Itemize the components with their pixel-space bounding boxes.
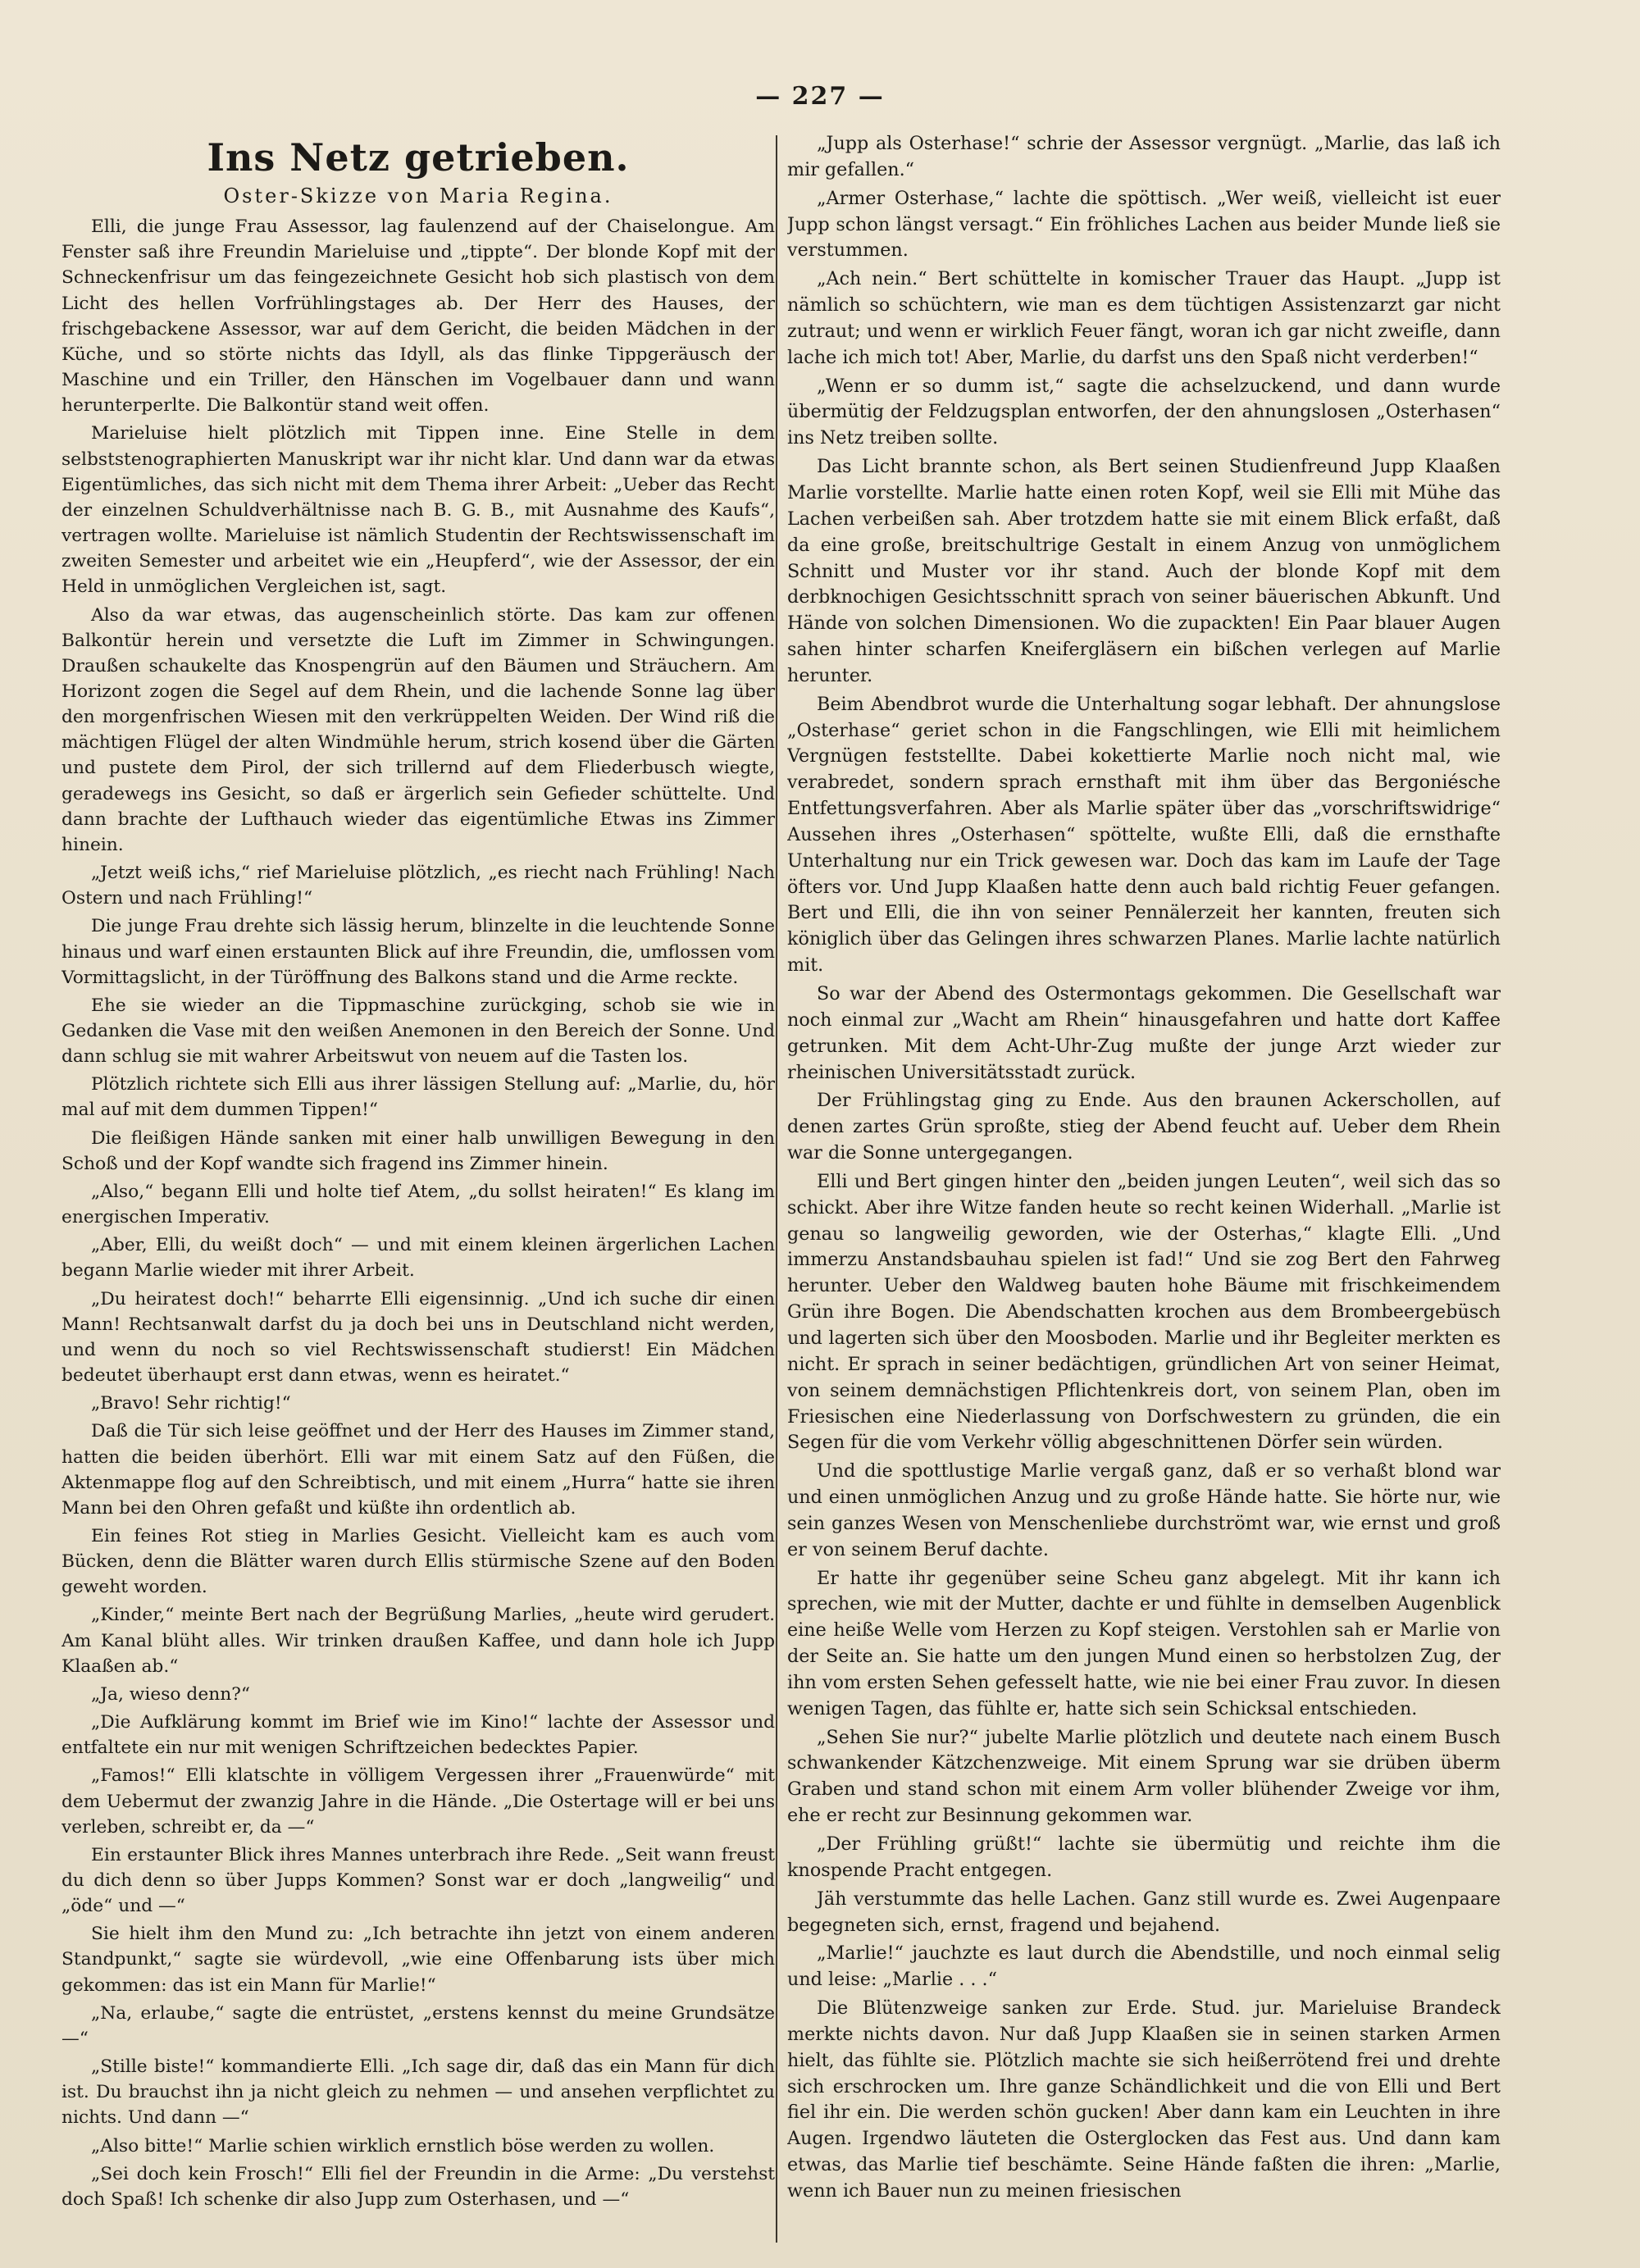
article-paragraph: Elli und Bert gingen hinter den „beiden jungen Leuten“, weil sich das so schickt. Aber ihre Witze fanden heute so recht keinen Widerhall. „Marlie ist genau so langweilig geworden, wie der Osterhas,“ klagte Elli. „Und immerzu Anstandsbauhau spielen ist fad!“ Und sie zog Bert den Fahrweg herunter. Ueber den Waldweg bauten hohe Bäume mit frischkeimendem Grün ihre Bogen. Die Abendschatten krochen aus dem Brombeergebüsch und lagerten sich über den Moosboden. Marlie und ihr Begleiter merkten es nicht. Er sprach in seiner bedächtigen, gründlichen Art von seiner Heimat, von seinem demnächstigen Pflichtenkreis dort, von seinem Plan, oben im Friesischen eine Niederlassung von Dorfschwestern zu gründen, die ein Segen für die vom Verkehr völlig abgeschnittenen Dörfer sein würden.: [787, 1170, 1501, 1454]
article-title: Ins Netz getrieben.: [207, 135, 630, 180]
article-paragraph: Die fleißigen Hände sanken mit einer halb unwilligen Bewegung in den Schoß und der Kopf wandte sich fragend ins Zimmer hinein.: [61, 1127, 775, 1174]
article-byline: Oster-Skizze von Maria Regina.: [223, 184, 613, 207]
article-paragraph: „Sehen Sie nur?“ jubelte Marlie plötzlich und deutete nach einem Busch schwankender Kätzchenzweige. Mit einem Sprung war sie drüben überm Graben und stand schon mit einem Arm voller blühender Zweige vor ihm, ehe er recht zur Besinnung gekommen war.: [787, 1726, 1501, 1827]
column-divider: [776, 135, 777, 2243]
article-paragraph: Der Frühlingstag ging zu Ende. Aus den braunen Ackerschollen, auf denen zartes Grün sproßte, stieg der Abend feucht auf. Ueber dem Rhein war die Sonne untergegangen.: [787, 1090, 1501, 1164]
article-paragraph: „Ach nein.“ Bert schüttelte in komischer Trauer das Haupt. „Jupp ist nämlich so schüchtern, wie man es dem tüchtigen Assistenzarzt gar nicht zutraut; und wenn er wirklich Feuer fängt, woran ich gar nicht zweifle, dann lache ich mich tot! Aber, Marlie, du darfst uns den Spaß nicht verderben!“: [787, 268, 1501, 368]
article-paragraph: Also da war etwas, das augenscheinlich störte. Das kam zur offenen Balkontür herein und versetzte die Luft im Zimmer in Schwingungen. Draußen schaukelte das Knospengrün auf den Bäumen und Sträuchern. Am Horizont zogen die Segel auf dem Rhein, und die lachende Sonne lag über den morgenfrischen Wiesen mit den verkrüppelten Weiden. Der Wind riß die mächtigen Flügel der alten Windmühle herum, strich kosend über die Gärten und pustete dem Pirol, der sich trillernd auf dem Fliederbusch wiegte, geradewegs ins Gesicht, so daß er ärgerlich sein Gefieder schüttelte. Und dann brachte der Lufthauch wieder das eigentümliche Etwas ins Zimmer hinein.: [61, 604, 775, 855]
article-paragraph: „Also bitte!“ Marlie schien wirklich ernstlich böse werden zu wollen.: [91, 2135, 715, 2156]
left-paragraphs: [61, 214, 775, 2212]
article-paragraph: Die Blütenzweige sanken zur Erde. Stud. jur. Marieluise Brandeck merkte nichts davon. Nur daß Jupp Klaaßen sie in seinen starken Armen hielt, das fühlte sie. Plötzlich machte sie sich heißerrötend frei und drehte sich erschrocken um. Ihre ganze Schändlichkeit und die von Elli und Bert fiel ihr ein. Die werden schön gucken! Aber dann kam ein Leuchten in ihre Augen. Irgendwo läuteten die Osterglocken das Fest aus. Und dann kam etwas, das Marlie tief beschämte. Seine Hände faßten die ihren: „Marlie, wenn ich Bauer nun zu meinen friesischen: [787, 1997, 1501, 2202]
right-paragraphs: [787, 131, 1501, 2205]
article-paragraph: „Bravo! Sehr richtig!“: [91, 1393, 291, 1414]
left-column: [61, 131, 775, 2255]
article-paragraph: Plötzlich richtete sich Elli aus ihrer lässigen Stellung auf: „Marlie, du, hör mal auf mit dem dummen Tippen!“: [61, 1074, 775, 1121]
article-paragraph: Beim Abendbrot wurde die Unterhaltung sogar lebhaft. Der ahnungslose „Osterhase“ geriet schon in die Fangschlingen, wie Elli mit heimlichem Vergnügen feststellte. Dabei kokettierte Marlie noch nicht mal, wie verabredet, sondern sprach ernsthaft mit ihm über das Bergoniésche Entfettungsverfahren. Aber als Marlie später über das „vorschriftswidrige“ Aussehen ihres „Osterhasen“ spöttelte, wußte Elli, daß die ernsthafte Unterhaltung nur ein Trick gewesen war. Doch das kam im Laufe der Tage öfters vor. Und Jupp Klaaßen hatte denn auch bald richtig Feuer gefangen. Bert und Elli, die ihn von seiner Pennälerzeit her kannten, freuten sich königlich über das Gelingen ihres schwarzen Planes. Marlie lachte natürlich mit.: [787, 693, 1501, 977]
article-paragraph: Er hatte ihr gegenüber seine Scheu ganz abgelegt. Mit ihr kann ich sprechen, wie mit der Mutter, dachte er und fühlte in demselben Augenblick eine heiße Welle vom Herzen zu Kopf steigen. Verstohlen sah er Marlie von der Seite an. Sie hatte um den jungen Mund einen so herbstolzen Zug, der ihn vom ersten Sehen gefesselt hatte, wie nie bei einer Frau zuvor. In diesen wenigen Tagen, das fühlte er, hatte sich sein Schicksal entschieden.: [787, 1567, 1501, 1719]
article-paragraph: Das Licht brannte schon, als Bert seinen Studienfreund Jupp Klaaßen Marlie vorstellte. Marlie hatte einen roten Kopf, weil sie Elli mit Mühe das Lachen verbeißen sah. Aber trotzdem hatte sie mit einem Blick erfaßt, daß da eine große, breitschultrige Gestalt in einem Anzug von unmöglichem Schnitt und Muster vor ihr stand. Auch der blonde Kopf mit dem derbknochigen Gesichtsschnitt sprach von seiner bäuerischen Abkunft. Und Hände von solchen Dimensionen. Wo die zupackten! Ein Paar blauer Augen sahen hinter scharfen Kneifergläsern ein bißchen verlegen auf Marlie herunter.: [787, 456, 1501, 686]
article-paragraph: „Wenn er so dumm ist,“ sagte die achselzuckend, und dann wurde übermütig der Feldzugsplan entworfen, der den ahnungslosen „Osterhasen“ ins Netz treiben sollte.: [787, 375, 1501, 449]
article-paragraph: So war der Abend des Ostermontags gekommen. Die Gesellschaft war noch einmal zur „Wacht am Rhein“ hinausgefahren und hatte dort Kaffee getrunken. Mit dem Acht-Uhr-Zug mußte der junge Arzt wieder zur rheinischen Universitätsstadt zurück.: [787, 983, 1501, 1083]
article-paragraph: „Stille biste!“ kommandierte Elli. „Ich sage dir, daß das ein Mann für dich ist. Du brauchst ihn ja nicht gleich zu nehmen — und ansehen verpflichtet zu nichts. Und dann —“: [61, 2056, 775, 2129]
article-paragraph: Die junge Frau drehte sich lässig herum, blinzelte in die leuchtende Sonne hinaus und warf einen erstaunten Blick auf ihre Freundin, die, umflossen vom Vormittagslicht, in der Türöffnung des Balkons stand und die Arme reckte.: [61, 916, 775, 988]
article-paragraph: Ein erstaunter Blick ihres Mannes unterbrach ihre Rede. „Seit wann freust du dich denn so über Jupps Kommen? Sonst war er doch „langweilig“ und „öde“ und —“: [61, 1844, 775, 1917]
article-paragraph: „Ja, wieso denn?“: [91, 1683, 250, 1705]
article-paragraph: „Kinder,“ meinte Bert nach der Begrüßung Marlies, „heute wird gerudert. Am Kanal blüht alles. Wir trinken draußen Kaffee, und dann hole ich Jupp Klaaßen ab.“: [61, 1605, 775, 1677]
article-paragraph: „Sei doch kein Frosch!“ Elli fiel der Freundin in die Arme: „Du verstehst doch Spaß! Ich schenke dir also Jupp zum Osterhasen, und —“: [61, 2163, 775, 2210]
right-column: [787, 131, 1501, 2255]
article-paragraph: „Na, erlaube,“ sagte die entrüstet, „erstens kennst du meine Grundsätze —“: [61, 2002, 775, 2049]
article-paragraph: „Famos!“ Elli klatschte in völligem Vergessen ihrer „Frauenwürde“ mit dem Uebermut der zwanzig Jahre in die Hände. „Die Ostertage will er bei uns verleben, schreibt er, da —“: [61, 1765, 775, 1838]
article-paragraph: Sie hielt ihm den Mund zu: „Ich betrachte ihn jetzt von einem anderen Standpunkt,“ sagte sie würdevoll, „wie eine Offenbarung ists über mich gekommen: das ist ein Mann für Marlie!“: [61, 1924, 775, 1996]
article-paragraph: Jäh verstummte das helle Lachen. Ganz still wurde es. Zwei Augenpaare begegneten sich, ernst, fragend und bejahend.: [787, 1888, 1501, 1936]
article-paragraph: Elli, die junge Frau Assessor, lag faulenzend auf der Chaiselongue. Am Fenster saß ihre Freundin Marieluise und „tippte“. Der blonde Kopf mit der Schneckenfrisur um das feingezeichnete Gesicht hob sich plastisch von dem Licht des hellen Vorfrühlingstages ab. Der Herr des Hauses, der frischgebackene Assessor, war auf dem Gericht, die beiden Mädchen in der Küche, und so störte nichts das Idyll, als das flinke Tippgeräusch der Maschine und ein Triller, den Hänschen im Vogelbauer dann und wann herunterperlte. Die Balkontür stand weit offen.: [61, 216, 775, 417]
article-paragraph: „Der Frühling grüßt!“ lachte sie übermütig und reichte ihm die knospende Pracht entgegen.: [787, 1833, 1501, 1881]
article-paragraph: „Jetzt weiß ichs,“ rief Marieluise plötzlich, „es riecht nach Frühling! Nach Ostern und nach Frühling!“: [61, 863, 775, 909]
article-paragraph: Ehe sie wieder an die Tippmaschine zurückging, schob sie wie in Gedanken die Vase mit den weißen Anemonen in den Bereich der Sonne. Und dann schlug sie mit wahrer Arbeitswut von neuem auf die Tasten los.: [61, 995, 775, 1068]
article-paragraph: „Aber, Elli, du weißt doch“ — und mit einem kleinen ärgerlichen Lachen begann Marlie wieder mit ihrer Arbeit.: [61, 1235, 775, 1282]
article-paragraph: „Die Aufklärung kommt im Brief wie im Kino!“ lachte der Assessor und entfaltete ein nur mit wenigen Schriftzeichen bedecktes Papier.: [61, 1712, 775, 1759]
article-paragraph: „Du heiratest doch!“ beharrte Elli eigensinnig. „Und ich suche dir einen Mann! Rechtsanwalt darfst du ja doch bei uns in Deutschland nicht werden, und wenn du noch so viel Rechtswissenschaft studierst! Ein Mädchen bedeutet überhaupt erst dann etwas, wenn es heiratet.“: [61, 1288, 775, 1387]
article-paragraph: „Jupp als Osterhase!“ schrie der Assessor vergnügt. „Marlie, das laß ich mir gefallen.“: [787, 133, 1501, 180]
article-paragraph: Und die spottlustige Marlie vergaß ganz, daß er so verhaßt blond war und einen unmöglichen Anzug und zu große Hände hatte. Sie hörte nur, wie sein ganzes Wesen von Menschenliebe durchströmt war, wie ernst und groß er von seinem Beruf dachte.: [787, 1460, 1501, 1560]
article-paragraph: Daß die Tür sich leise geöffnet und der Herr des Hauses im Zimmer stand, hatten die beiden überhört. Elli war mit einem Satz auf den Füßen, die Aktenmappe flog auf den Schreibtisch, und mit einem „Hurra“ hatte sie ihren Mann bei den Ohren gefaßt und küßte ihn ordentlich ab.: [61, 1421, 775, 1519]
article-paragraph: „Marlie!“ jauchzte es laut durch die Abendstille, und noch einmal selig und leise: „Marlie . . .“: [787, 1942, 1501, 1991]
article-paragraph: Marieluise hielt plötzlich mit Tippen inne. Eine Stelle in dem selbststenographierten Manuskript war ihr nicht klar. Und dann war da etwas Eigentümliches, das sich nicht mit dem Thema ihrer Arbeit: „Ueber das Recht der einzelnen Schuldverhältnisse nach B. G. B., mit Ausnahme des Kaufs“, vertragen wollte. Marieluise ist nämlich Studentin der Rechtswissenschaft im zweiten Semester und arbeitet wie ein „Heupferd“, wie der Assessor, der ein Held in unmöglichen Vergleichen ist, sagt.: [61, 423, 775, 598]
article-paragraph: „Armer Osterhase,“ lachte die spöttisch. „Wer weiß, vielleicht ist euer Jupp schon längst versagt.“ Ein fröhliches Lachen aus beider Munde ließ sie verstummen.: [787, 187, 1501, 262]
page-number: — 227 —: [755, 82, 885, 111]
article-paragraph: Ein feines Rot stieg in Marlies Gesicht. Vielleicht kam es auch vom Bücken, denn die Blätter waren durch Ellis stürmische Szene auf den Boden geweht worden.: [61, 1525, 775, 1598]
article-paragraph: „Also,“ begann Elli und holte tief Atem, „du sollst heiraten!“ Es klang im energischen Imperativ.: [61, 1181, 775, 1228]
